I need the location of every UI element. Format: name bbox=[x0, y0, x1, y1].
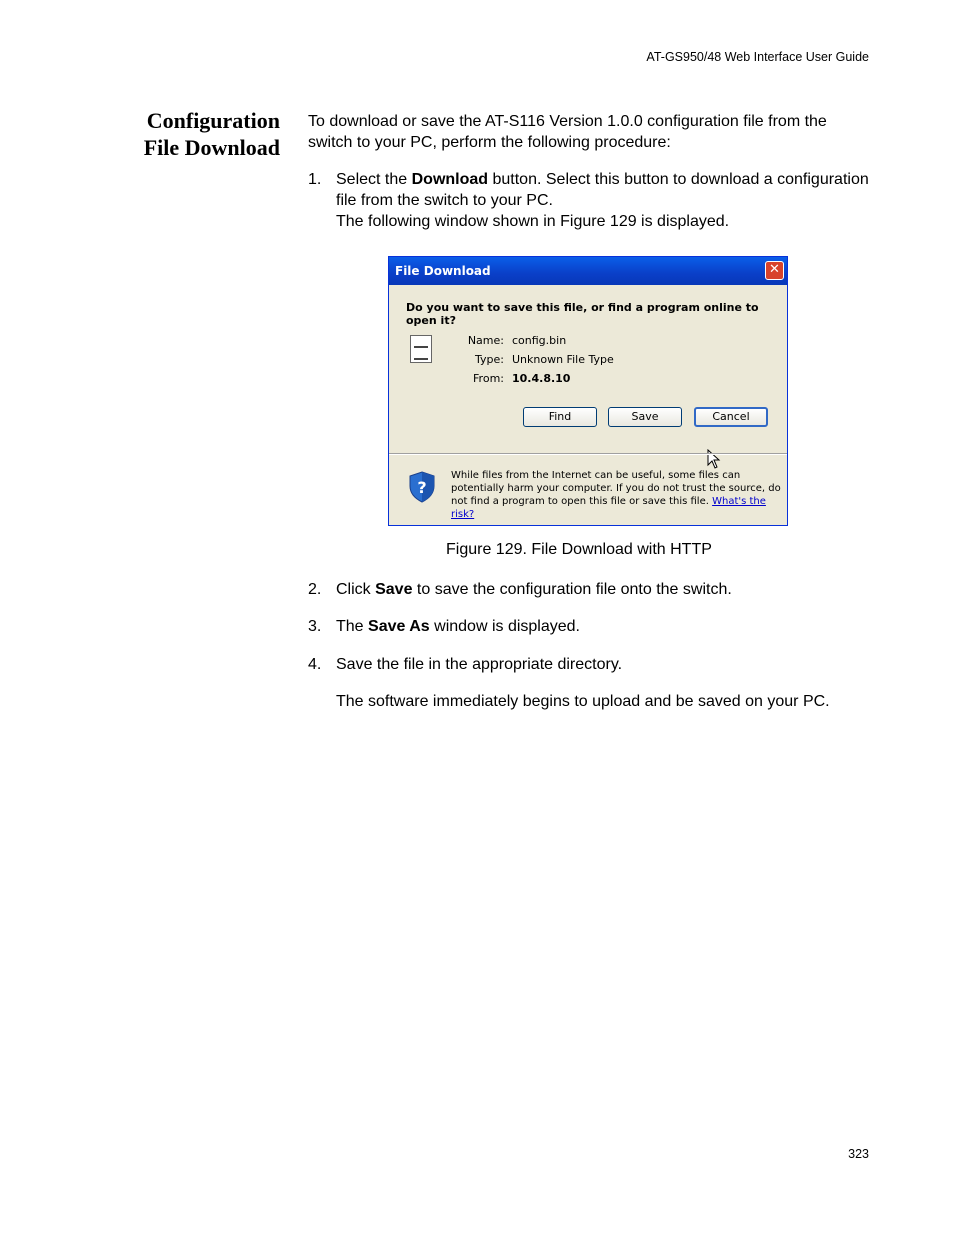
type-label: Type: bbox=[475, 353, 504, 366]
warning-body: While files from the Internet can be useful, some files can potentially harm your computer. If you do not trust the source, do not find a program to open this file or save this file. bbox=[451, 470, 781, 507]
svg-text:?: ? bbox=[417, 478, 427, 497]
from-value: 10.4.8.10 bbox=[512, 372, 571, 385]
type-value: Unknown File Type bbox=[512, 353, 614, 366]
close-button[interactable]: ✕ bbox=[765, 261, 784, 280]
from-label: From: bbox=[473, 372, 504, 385]
step-4 bbox=[308, 654, 878, 675]
save-button[interactable]: Save bbox=[608, 407, 682, 427]
warning-text bbox=[451, 469, 781, 521]
step-1 bbox=[308, 169, 878, 232]
step-2 bbox=[308, 579, 878, 600]
risk-link[interactable]: What's the risk? bbox=[451, 496, 766, 520]
step-3 bbox=[308, 616, 878, 637]
step-bold: Save As bbox=[368, 618, 430, 635]
section-title-line1: Configuration bbox=[146, 108, 280, 133]
step-text: Click bbox=[336, 581, 376, 598]
step-number: 1. bbox=[308, 171, 322, 188]
step-number: 2. bbox=[308, 581, 322, 598]
name-label: Name: bbox=[467, 334, 504, 347]
step-text: Select the bbox=[336, 171, 412, 188]
dialog-title: File Download bbox=[395, 264, 491, 278]
step-text-rest: to save the configuration file onto the switch. bbox=[412, 581, 732, 598]
mouse-cursor-icon bbox=[707, 449, 721, 469]
step-number: 4. bbox=[308, 656, 322, 673]
closing-paragraph: The software immediately begins to upload and be saved on your PC. bbox=[336, 693, 830, 710]
step-bold: Download bbox=[411, 171, 489, 188]
file-download-dialog bbox=[388, 256, 788, 526]
security-shield-icon bbox=[409, 471, 435, 503]
cancel-button[interactable]: Cancel bbox=[694, 407, 768, 427]
step-text-rest: window is displayed. bbox=[429, 618, 580, 635]
step-text-rest: button. Select this button to download a configuration file from the switch to your PC. bbox=[336, 171, 869, 209]
name-value: config.bin bbox=[512, 334, 567, 347]
running-header: AT-GS950/48 Web Interface User Guide bbox=[646, 50, 869, 64]
intro-paragraph: To download or save the AT-S116 Version 1.0.0 configuration file from the switch to your PC, perform the following procedure: bbox=[308, 113, 827, 151]
dialog-titlebar bbox=[389, 257, 787, 285]
dialog-question: Do you want to save this file, or find a program online to open it? bbox=[406, 301, 759, 327]
step-number: 3. bbox=[308, 618, 322, 635]
step-extra: The following window shown in Figure 129 is displayed. bbox=[336, 213, 730, 230]
step-text: Save the file in the appropriate directory. bbox=[336, 656, 623, 673]
section-title-line2: File Download bbox=[143, 135, 280, 160]
dialog-divider bbox=[389, 453, 787, 455]
figure-caption: Figure 129. File Download with HTTP bbox=[446, 541, 712, 558]
find-button[interactable]: Find bbox=[523, 407, 597, 427]
section-title bbox=[144, 107, 280, 161]
step-bold: Save bbox=[375, 581, 413, 598]
file-icon bbox=[410, 335, 432, 363]
step-text: The bbox=[336, 618, 369, 635]
page-number: 323 bbox=[848, 1147, 869, 1161]
